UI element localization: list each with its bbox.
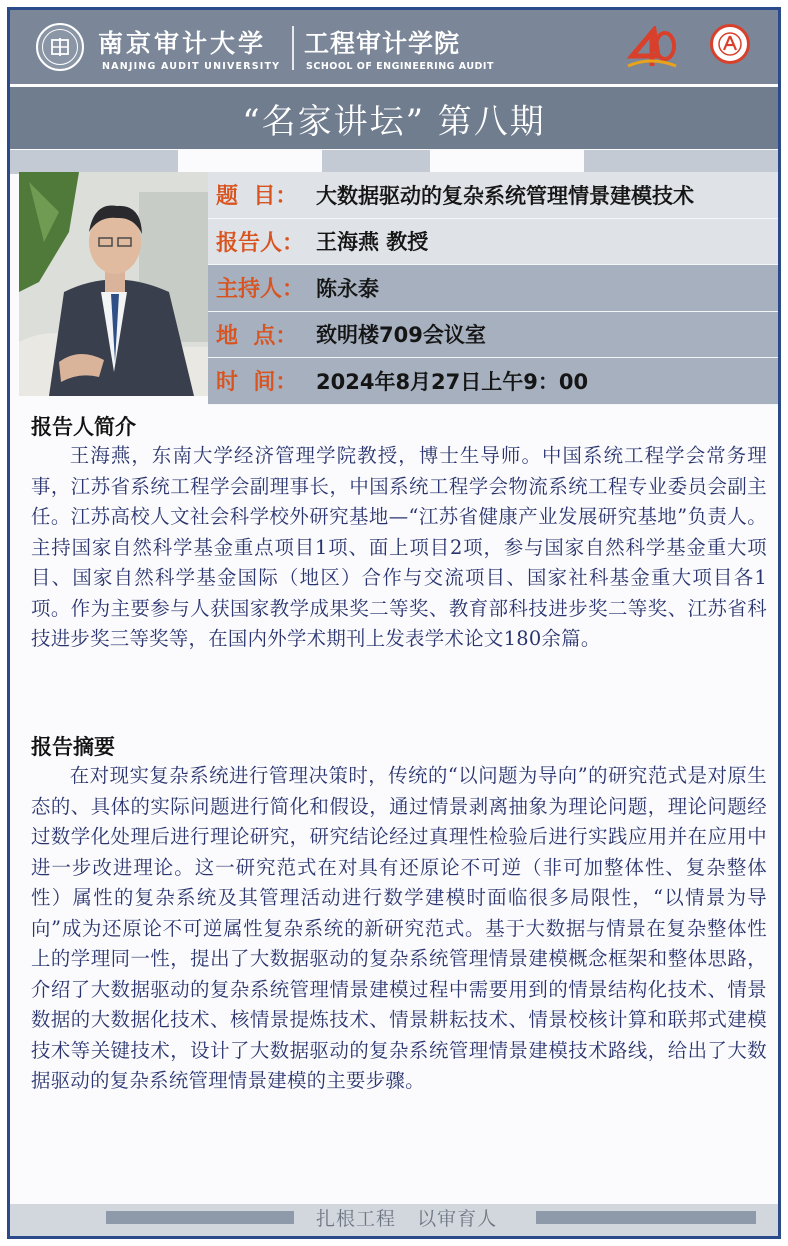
footer-decor-line <box>536 1211 756 1224</box>
info-row-speaker <box>208 219 778 266</box>
location-label: 地 点： <box>216 323 298 349</box>
university-seal-icon <box>36 23 84 71</box>
topic-value: 大数据驱动的复杂系统管理情景建模技术 <box>316 183 694 208</box>
info-row-time <box>208 358 778 405</box>
location-value: 致明楼709会议室 <box>316 323 486 348</box>
footer-decor-line <box>106 1211 294 1224</box>
info-row-location <box>208 312 778 359</box>
university-name-en: NANJING AUDIT UNIVERSITY <box>102 61 281 72</box>
bio-text: 王海燕，东南大学经济管理学院教授，博士生导师。中国系统工程学会常务理事，江苏省系统工程学会副理事长，中国系统工程学会物流系统工程专业委员会副主任。江苏高校人文社会科学校外研究基地—“江苏省健康产业发展研究基地”负责人。主持国家自然科学基金重点项目1项、面上项目2项，参与国家自然科学基金重大项目、国家自然科学基金国际（地区）合作与交流项目、国家社科基金重大项目各1项。作为主要参与人获国家教学成果奖二等奖、教育部科技进步奖二等奖、江苏省科技进步奖三等奖等，在国内外学术期刊上发表学术论文180余篇。 <box>31 444 767 650</box>
time-label: 时 间： <box>216 370 298 396</box>
info-row-host <box>208 265 778 312</box>
anniversary-40-logo-icon <box>624 26 678 72</box>
abstract-heading: 报告摘要 <box>31 735 115 759</box>
lecture-info-table <box>208 172 778 405</box>
time-value: 2024年8月27日上午9：00 <box>316 369 589 394</box>
abstract-text: 在对现实复杂系统进行管理决策时，传统的“以问题为导向”的研究范式是对原生态的、具体的实际问题进行简化和假设，通过情景剥离抽象为理论问题，理论问题经过数学化处理后进行理论研究，研究结论经过真理性检验后进行实践应用并在应用中进一步改进理论。这一研究范式在对具有还原论不可逆（非可加整体性、复杂整体性）属性的复杂系统及其管理活动进行数学建模时面临很多局限性，“以情景为导向”成为还原论不可逆属性复杂系统的新研究范式。基于大数据与情景在复杂整体性上的学理同一性，提出了大数据驱动的复杂系统管理情景建模概念框架和整体思路，介绍了大数据驱动的复杂系统管理情景建模过程中需要用到的情景结构化技术、情景数据的大数据化技术、核情景提炼技术、情景耕耘技术、情景校核计算和联邦式建模技术等关键技术，设计了大数据驱动的复杂系统管理情景建模技术路线，给出了大数据驱动的复杂系统管理情景建模的主要步骤。 <box>31 764 767 1092</box>
host-label: 主持人： <box>216 277 305 303</box>
school-name-cn: 工程审计学院 <box>304 29 461 58</box>
header-bar <box>10 10 778 84</box>
school-name-en: SCHOOL OF ENGINEERING AUDIT <box>306 61 494 72</box>
speaker-photo <box>19 172 208 396</box>
decorative-strip <box>10 150 178 174</box>
decorative-strip <box>322 150 430 174</box>
speaker-label: 报告人： <box>216 230 305 256</box>
bio-heading: 报告人简介 <box>31 415 136 439</box>
info-row-topic <box>208 172 778 219</box>
speaker-value: 王海燕 教授 <box>316 230 429 255</box>
school-seal-icon <box>710 24 750 64</box>
university-name-cn: 南京审计大学 <box>98 29 267 58</box>
poster-frame <box>7 7 781 1239</box>
footer-slogan: 扎根工程 以审育人 <box>316 1208 498 1230</box>
lecture-series-title: “名家讲坛” 第八期 <box>242 101 546 142</box>
decorative-strip <box>584 150 778 174</box>
title-band <box>10 87 778 149</box>
host-value: 陈永泰 <box>316 276 379 301</box>
topic-label: 题 目： <box>216 184 298 210</box>
header-divider <box>292 26 294 70</box>
